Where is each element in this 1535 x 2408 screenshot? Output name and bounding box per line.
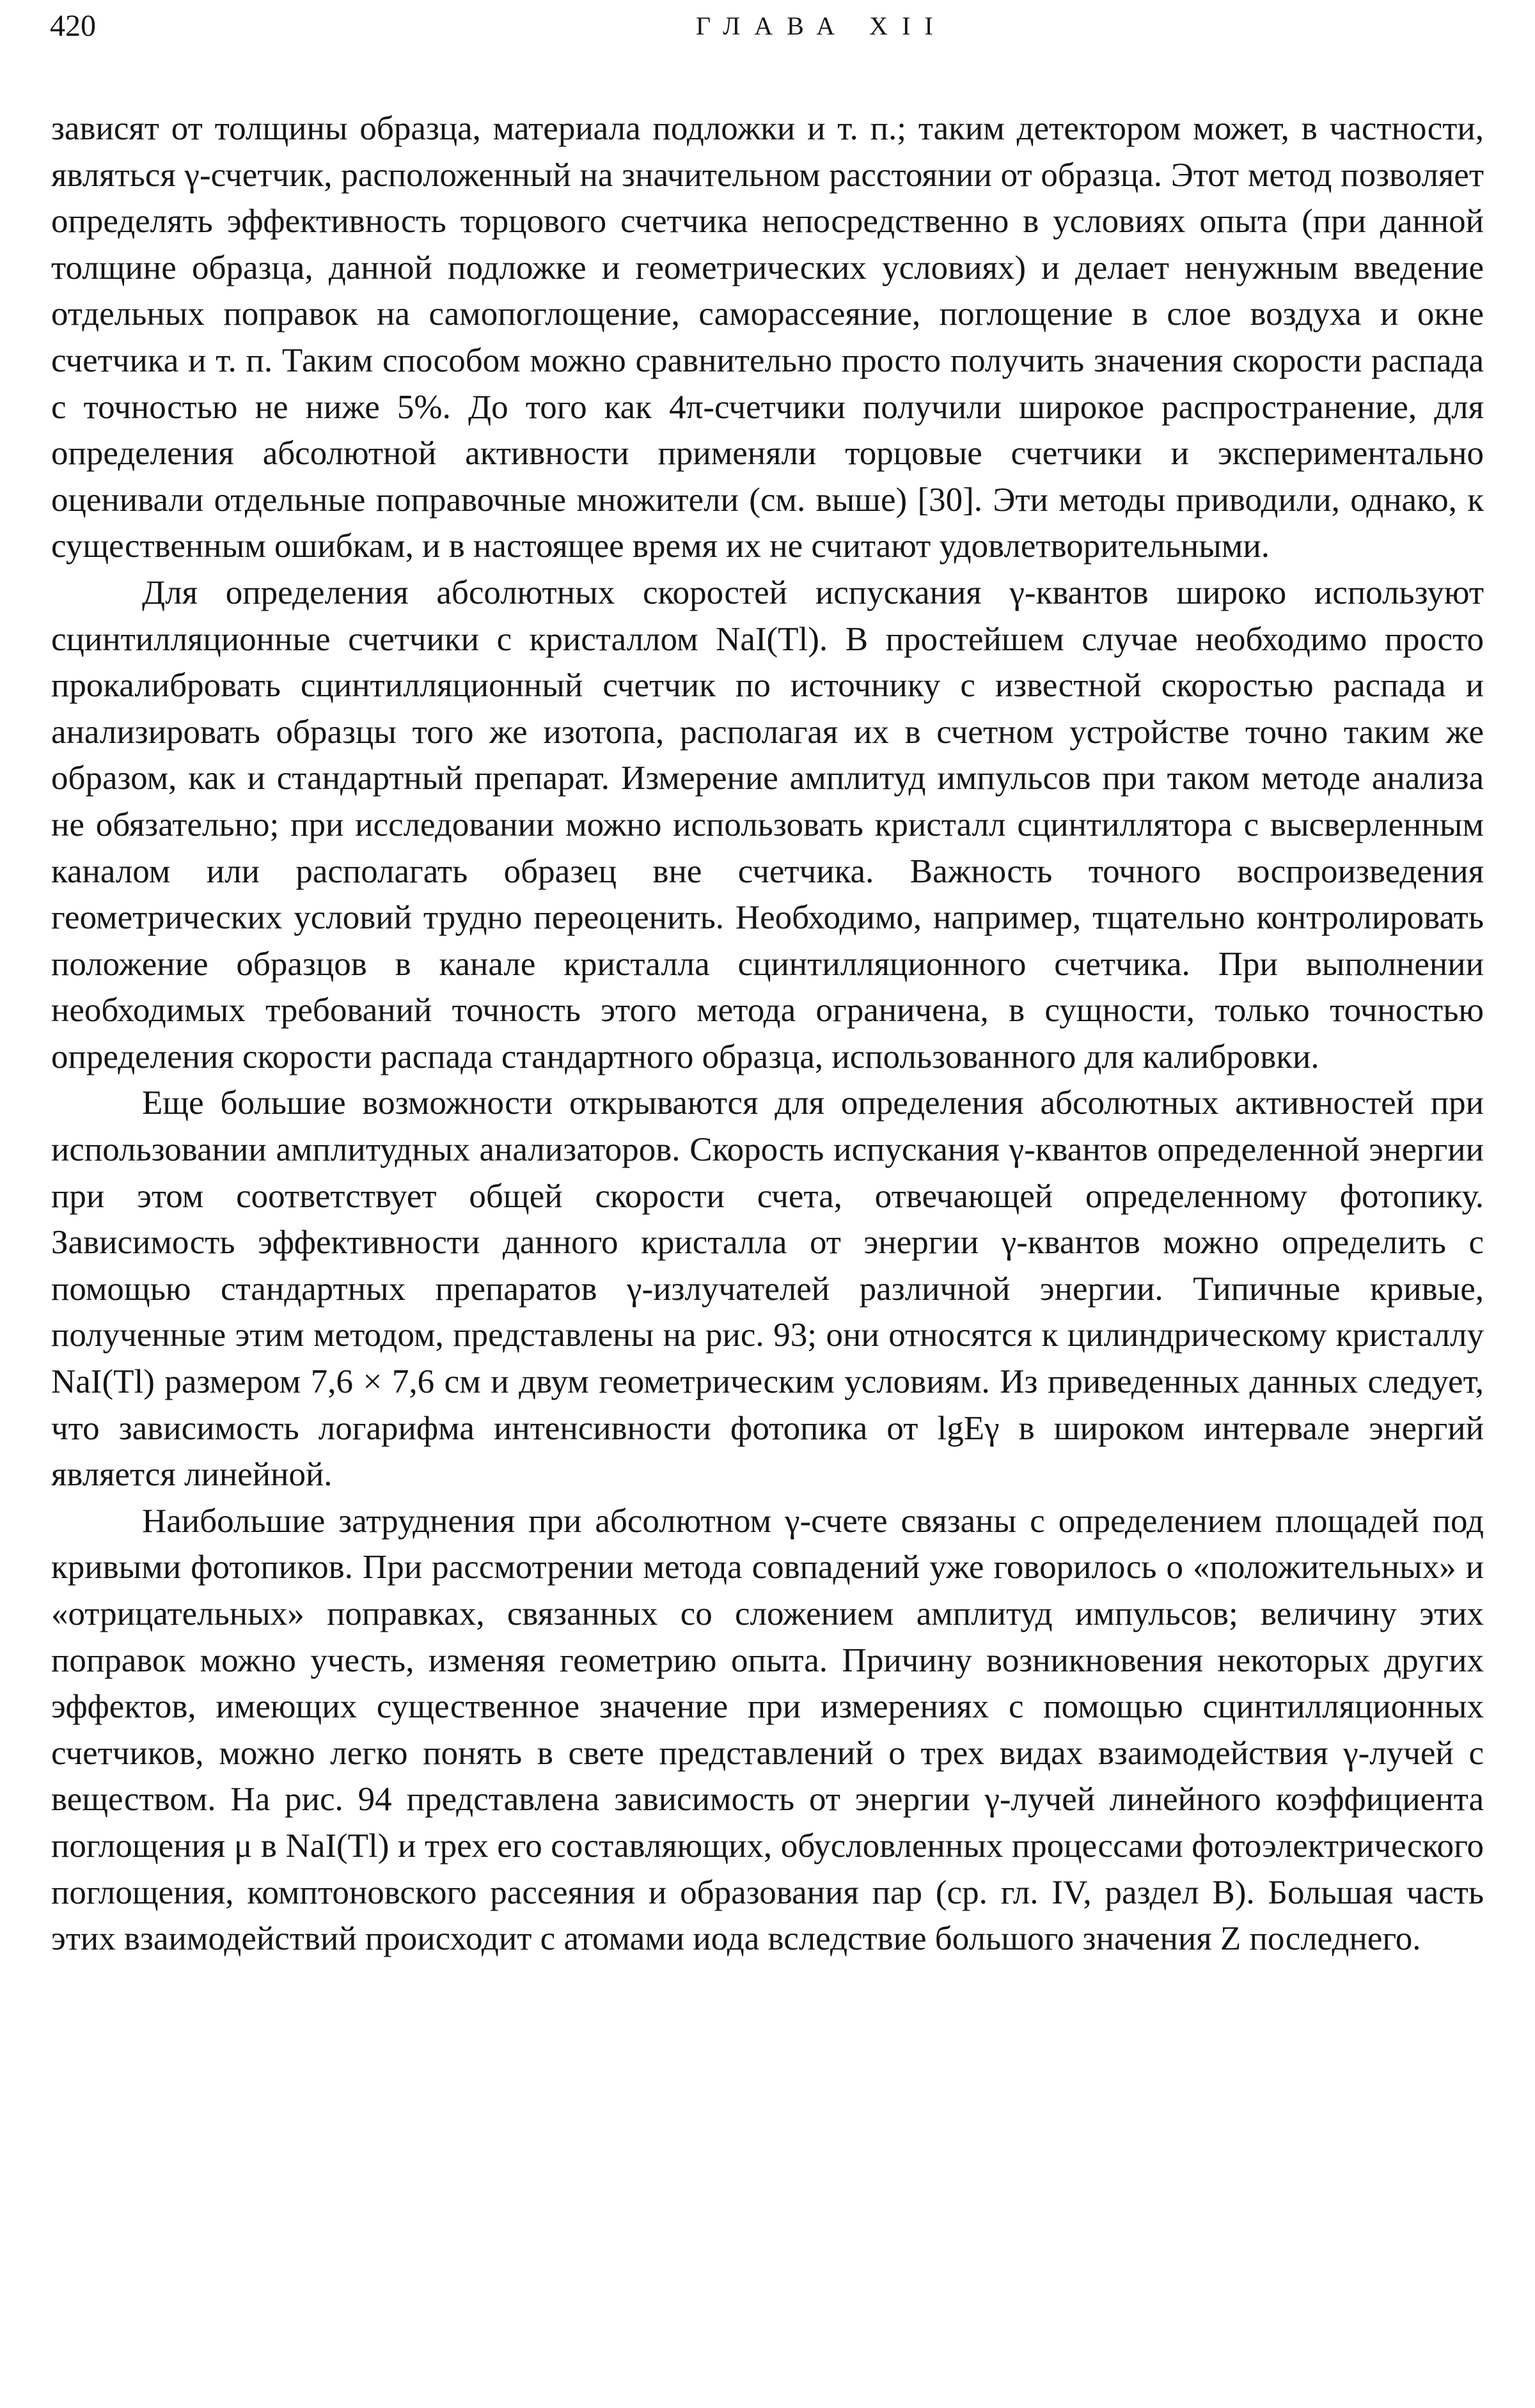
paragraph-amplitude-analyzers: Еще большие возможности открываются для определения абсолютных активностей при использовании амплитудных анализаторов. Скорость испускания γ-квантов определенной энергии при этом соответствует общей скорости счета, отвечающей определенному фотопику. Зависимость эффективности данного кристалла от энергии γ-квантов можно определить с помощью стандартных препаратов γ-излучателей различной энергии. Типичные кривые, полученные этим методом, представлены на рис. 93; они относятся к цилиндрическому кристаллу NaI(Tl) размером 7,6 × 7,6 см и двум геометрическим условиям. Из приведенных данных следует, что зависимость логарифма интенсивности фотопика от lgEγ в широком интервале энергий является линейной. [51, 1084, 1484, 1494]
running-head [50, 4, 1495, 49]
body-text [51, 106, 1484, 1962]
paragraph-gamma-counting: Для определения абсолютных скоростей испускания γ-квантов широко используют сцинтилляционные счетчики с кристаллом NaI(Tl). В простейшем случае необходимо просто прокалибровать сцинтилляционный счетчик по источнику с известной скоростью распада и анализировать образцы того же изотопа, располагая их в счетном устройстве точно таким же образом, как и стандартный препарат. Измерение амплитуд импульсов при таком методе анализа не обязательно; при исследовании можно использовать кристалл сцинтиллятора с высверленным каналом или располагать образец вне счетчика. Важность точного воспроизведения геометрических условий трудно переоценить. Необходимо, например, тщательно контролировать положение образцов в канале кристалла сцинтилляционного счетчика. При выполнении необходимых требований точность этого метода ограничена, в сущности, только точностью определения скорости распада стандартного образца, использованного для калибровки. [51, 574, 1484, 1075]
paragraph-photopeak-difficulties: Наибольшие затруднения при абсолютном γ-счете связаны с определением площадей под кривыми фотопиков. При рассмотрении метода совпадений уже говорилось о «положительных» и «отрицательных» поправках, связанных со сложением амплитуд импульсов; величину этих поправок можно учесть, изменяя геометрию опыта. Причину возникновения некоторых других эффектов, имеющих существенное значение при измерениях с помощью сцинтилляционных счетчиков, можно легко понять в свете представлений о трех видах взаимодействия γ-лучей с веществом. На рис. 94 представлена зависимость от энергии γ-лучей линейного коэффициента поглощения μ в NaI(Tl) и трех его составляющих, обусловленных процессами фотоэлектрического поглощения, комптоновского рассеяния и образования пар (ср. гл. IV, раздел В). Большая часть этих взаимодействий происходит с атомами иода вследствие большого значения Z последнего. [51, 1502, 1484, 1958]
page-number: 420 [50, 9, 96, 43]
chapter-title: ГЛАВА XII [696, 12, 947, 40]
paragraph-continued: зависят от толщины образца, материала подложки и т. п.; таким детектором может, в частности, являться γ-счетчик, расположенный на значительном расстоянии от образца. Этот метод позволяет определять эффективность торцового счетчика непосредственно в условиях опыта (при данной толщине образца, данной подложке и геометрических условиях) и делает ненужным введение отдельных поправок на самопоглощение, саморассеяние, поглощение в слое воздуха и окне счетчика и т. п. Таким способом можно сравнительно просто получить значения скорости распада с точностью не ниже 5%. До того как 4π-счетчики получили широкое распространение, для определения абсолютной активности применяли торцовые счетчики и экспериментально оценивали отдельные поправочные множители (см. выше) [30]. Эти методы приводили, однако, к существенным ошибкам, и в настоящее время их не считают удовлетворительными. [51, 110, 1484, 565]
